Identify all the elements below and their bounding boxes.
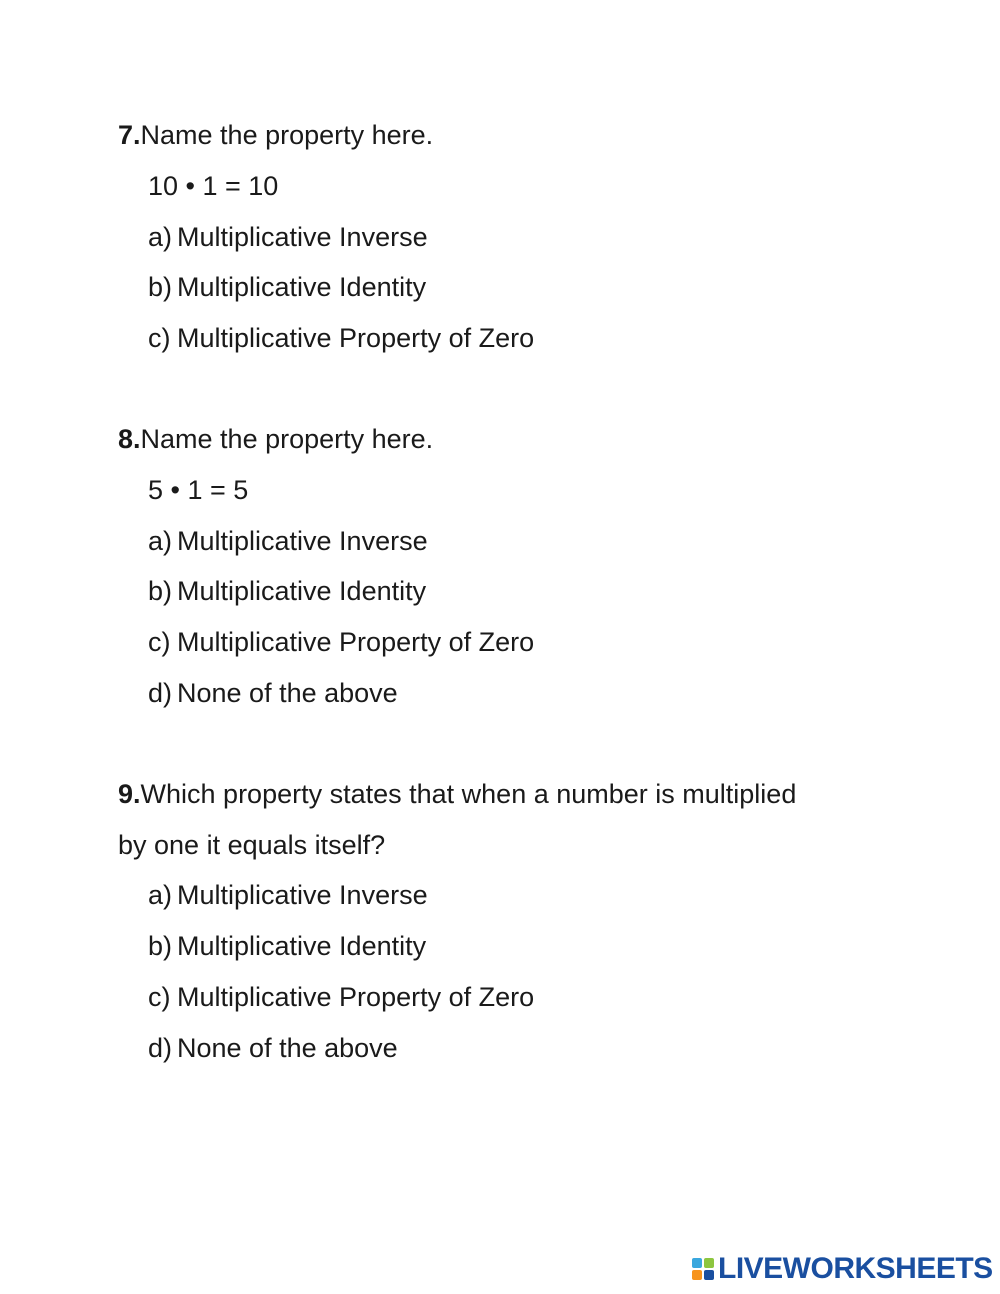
question-number: 7.: [118, 120, 141, 150]
option-text: Multiplicative Inverse: [177, 221, 428, 252]
question-8: [118, 414, 878, 719]
answer-option-a[interactable]: [118, 212, 878, 263]
logo-square-3: [692, 1270, 702, 1280]
option-text: Multiplicative Identity: [177, 272, 427, 303]
question-prompt: [118, 110, 878, 161]
question-text: Name the property here.: [140, 120, 434, 150]
answer-option-a[interactable]: [118, 870, 878, 921]
answer-option-b[interactable]: [118, 262, 878, 313]
option-text: None of the above: [177, 677, 398, 708]
answer-option-b[interactable]: [118, 921, 878, 972]
answer-option-b[interactable]: [118, 566, 878, 617]
option-letter: a): [148, 880, 173, 911]
option-text: Multiplicative Inverse: [177, 880, 428, 911]
option-letter: d): [148, 677, 173, 708]
answer-option-c[interactable]: [118, 617, 878, 668]
option-text: Multiplicative Identity: [177, 576, 427, 607]
logo-square-1: [692, 1258, 702, 1268]
question-expression: 10 • 1 = 10: [148, 170, 279, 201]
option-letter: a): [148, 221, 173, 252]
option-letter: b): [148, 272, 173, 303]
option-text: Multiplicative Identity: [177, 931, 427, 962]
answer-option-a[interactable]: [118, 516, 878, 567]
question-expression: 5 • 1 = 5: [148, 474, 249, 505]
option-text: Multiplicative Property of Zero: [177, 323, 535, 354]
question-prompt: [118, 769, 878, 820]
option-letter: c): [148, 627, 171, 658]
question-prompt: [118, 414, 878, 465]
liveworksheets-logo: [692, 1252, 993, 1286]
option-letter: a): [148, 525, 173, 556]
worksheet: [118, 110, 878, 1124]
logo-square-4: [704, 1270, 714, 1280]
option-letter: c): [148, 981, 171, 1012]
option-text: Multiplicative Property of Zero: [177, 981, 535, 1012]
option-text: Multiplicative Property of Zero: [177, 627, 535, 658]
question-7: [118, 110, 878, 364]
logo-text: LIVEWORKSHEETS: [718, 1252, 993, 1285]
option-text: Multiplicative Inverse: [177, 525, 428, 556]
answer-option-d[interactable]: [118, 1023, 878, 1074]
option-letter: c): [148, 323, 171, 354]
option-letter: d): [148, 1032, 173, 1063]
question-text: Which property states that when a number is multiplied: [140, 778, 797, 809]
question-number: 9.: [118, 778, 141, 809]
option-letter: b): [148, 576, 173, 607]
question-text-continued: by one it equals itself?: [118, 829, 386, 860]
logo-mark-icon: [692, 1258, 714, 1280]
question-number: 8.: [118, 423, 141, 454]
answer-option-c[interactable]: [118, 313, 878, 364]
logo-square-2: [704, 1258, 714, 1268]
option-text: None of the above: [177, 1032, 398, 1063]
option-letter: b): [148, 931, 173, 962]
question-text: Name the property here.: [140, 423, 434, 454]
answer-option-c[interactable]: [118, 972, 878, 1023]
question-9: [118, 769, 878, 1074]
answer-option-d[interactable]: [118, 668, 878, 719]
